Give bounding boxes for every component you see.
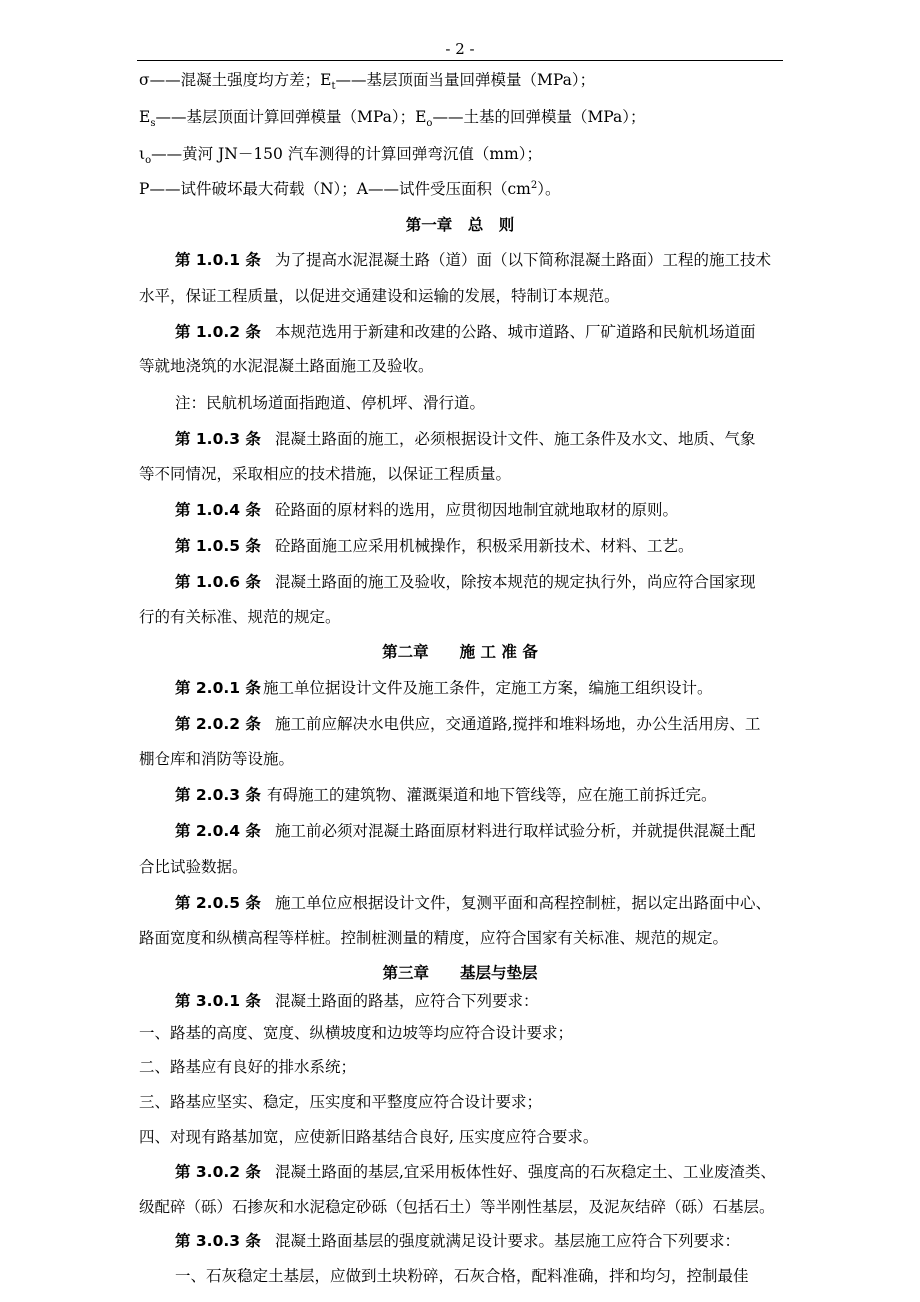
article-text: 砼路面的原材料的选用，应贯彻因地制宜就地取材的原则。 [274,501,678,519]
article-2-0-5 [175,893,771,913]
article-text: 混凝土路面基层的强度就满足设计要求。基层施工应符合下列要求： [274,1232,740,1250]
article-1-0-1 [175,250,771,270]
symbol-et-subscript: t [331,81,336,93]
article-1-0-4 [175,500,678,520]
article-text: 砼路面施工应采用机械操作，积极采用新技术、材料、工艺。 [274,537,694,555]
note-line: 注：民航机场道面指跑道、停机坪、滑行道。 [175,394,486,412]
article-2-0-2-continued: 棚仓库和消防等设施。 [139,750,295,768]
symbol-definition-line [139,144,542,167]
symbol-a-superscript: 2 [530,179,538,191]
symbol-a: A [356,180,368,198]
article-label: 第 2.0.4 条 [175,822,261,840]
article-2-0-4-continued: 合比试验数据。 [139,858,248,876]
symbol-definition-line [139,70,596,93]
page-number: - 2 - [445,40,475,58]
symbol-definition-line [139,107,646,130]
article-text: 为了提高水泥混凝土路（道）面（以下简称混凝土路面）工程的施工技术 [274,251,771,269]
article-label: 第 1.0.2 条 [175,323,261,341]
article-3-0-2-continued: 级配碎（砾）石掺灰和水泥稳定砂砾（包括石土）等半刚性基层，及泥灰结碎（砾）石基层。 [139,1198,775,1216]
article-text: 混凝土路面的施工及验收，除按本规范的规定执行外，尚应符合国家现 [274,573,756,591]
symbol-es-desc: ——基层顶面计算回弹模量（MPa）； [155,108,416,126]
article-label: 第 2.0.2 条 [175,715,261,733]
article-2-0-3 [175,785,716,805]
article-label: 第 3.0.1 条 [175,992,261,1010]
article-text: 本规范选用于新建和改建的公路、城市道路、厂矿道路和民航机场道面 [274,323,756,341]
symbol-lo: ι [139,145,146,163]
symbol-definition-line [139,179,561,199]
article-3-0-3-continued: 一、石灰稳定土基层，应做到土块粉碎，石灰合格，配料准确，拌和均匀，控制最佳 [175,1267,749,1285]
article-3-0-3 [175,1231,740,1251]
article-label: 第 1.0.5 条 [175,537,261,555]
symbol-p-desc: ——试件破坏最大荷载（N）； [149,180,357,198]
article-label: 第 1.0.6 条 [175,573,261,591]
article-label: 第 2.0.3 条 [175,786,261,804]
article-3-0-2 [175,1162,776,1182]
symbol-sigma: σ [139,71,150,89]
article-2-0-5-continued: 路面宽度和纵横高程等样桩。控制桩测量的精度，应符合国家有关标准、规范的规定。 [139,929,729,947]
article-1-0-6 [175,572,755,592]
list-item: 四、对现有路基加宽，应使新旧路基结合良好, 压实度应符合要求。 [139,1128,599,1146]
symbol-a-end: ）。 [537,180,561,198]
list-item: 三、路基应坚实、稳定，压实度和平整度应符合设计要求； [139,1093,543,1111]
article-1-0-3-continued: 等不同情况，采取相应的技术措施，以保证工程质量。 [139,465,512,483]
symbol-lo-subscript: o [145,155,152,167]
symbol-es-subscript: s [150,118,156,130]
symbol-a-desc: ——试件受压面积（cm [367,180,531,198]
article-1-0-1-continued: 水平，保证工程质量，以促进交通建设和运输的发展，特制订本规范。 [139,287,620,305]
article-label: 第 2.0.1 条 [175,679,261,697]
article-1-0-6-continued: 行的有关标准、规范的规定。 [139,608,341,626]
symbol-sigma-desc: ——混凝土强度均方差； [149,71,321,89]
article-label: 第 1.0.1 条 [175,251,261,269]
symbol-eo: E [415,108,427,126]
symbol-eo-desc: ——土基的回弹模量（MPa）； [432,108,646,126]
chapter-3-heading: 第三章 基层与垫层 [382,964,538,982]
chapter-1-heading: 第一章 总 则 [405,216,515,234]
list-item: 二、路基应有良好的排水系统； [139,1058,357,1076]
symbol-et: E [320,71,332,89]
article-2-0-1 [175,678,712,698]
article-text: 混凝土路面的路基，应符合下列要求： [274,992,539,1010]
article-text: 混凝土路面的施工，必须根据设计文件、施工条件及水文、地质、气象 [274,430,756,448]
symbol-eo-subscript: o [426,118,433,130]
article-1-0-3 [175,429,755,449]
article-label: 第 3.0.2 条 [175,1163,261,1181]
article-text: 施工前必须对混凝土路面原材料进行取样试验分析，并就提供混凝土配 [274,822,756,840]
article-3-0-1 [175,991,538,1011]
article-2-0-2 [175,714,760,734]
article-text: 有碍施工的建筑物、灌溉渠道和地下管线等，应在施工前拆迁完。 [266,786,717,804]
article-2-0-4 [175,821,755,841]
symbol-lo-desc: ——黄河 JN－150 汽车测得的计算回弹弯沉值（mm）； [151,145,542,163]
article-label: 第 3.0.3 条 [175,1232,261,1250]
chapter-2-heading: 第二章 施 工 准 备 [382,643,538,661]
symbol-p: P [139,180,150,198]
article-text: 混凝土路面的基层,宜采用板体性好、强度高的石灰稳定土、工业废渣类、 [274,1163,776,1181]
article-1-0-5 [175,536,693,556]
list-item: 一、路基的高度、宽度、纵横坡度和边坡等均应符合设计要求； [139,1024,574,1042]
article-text: 施工单位应根据设计文件，复测平面和高程控制桩，据以定出路面中心、 [274,894,771,912]
article-1-0-2 [175,322,755,342]
article-label: 第 2.0.5 条 [175,894,261,912]
article-label: 第 1.0.3 条 [175,430,261,448]
article-text: 施工单位据设计文件及施工条件，定施工方案，编施工组织设计。 [262,679,713,697]
symbol-et-desc: ——基层顶面当量回弹模量（MPa）； [335,71,596,89]
symbol-es: E [139,108,151,126]
article-label: 第 1.0.4 条 [175,501,261,519]
article-text: 施工前应解决水电供应，交通道路,搅拌和堆料场地，办公生活用房、工 [274,715,761,733]
header-rule [137,60,783,61]
article-1-0-2-continued: 等就地浇筑的水泥混凝土路面施工及验收。 [139,357,434,375]
